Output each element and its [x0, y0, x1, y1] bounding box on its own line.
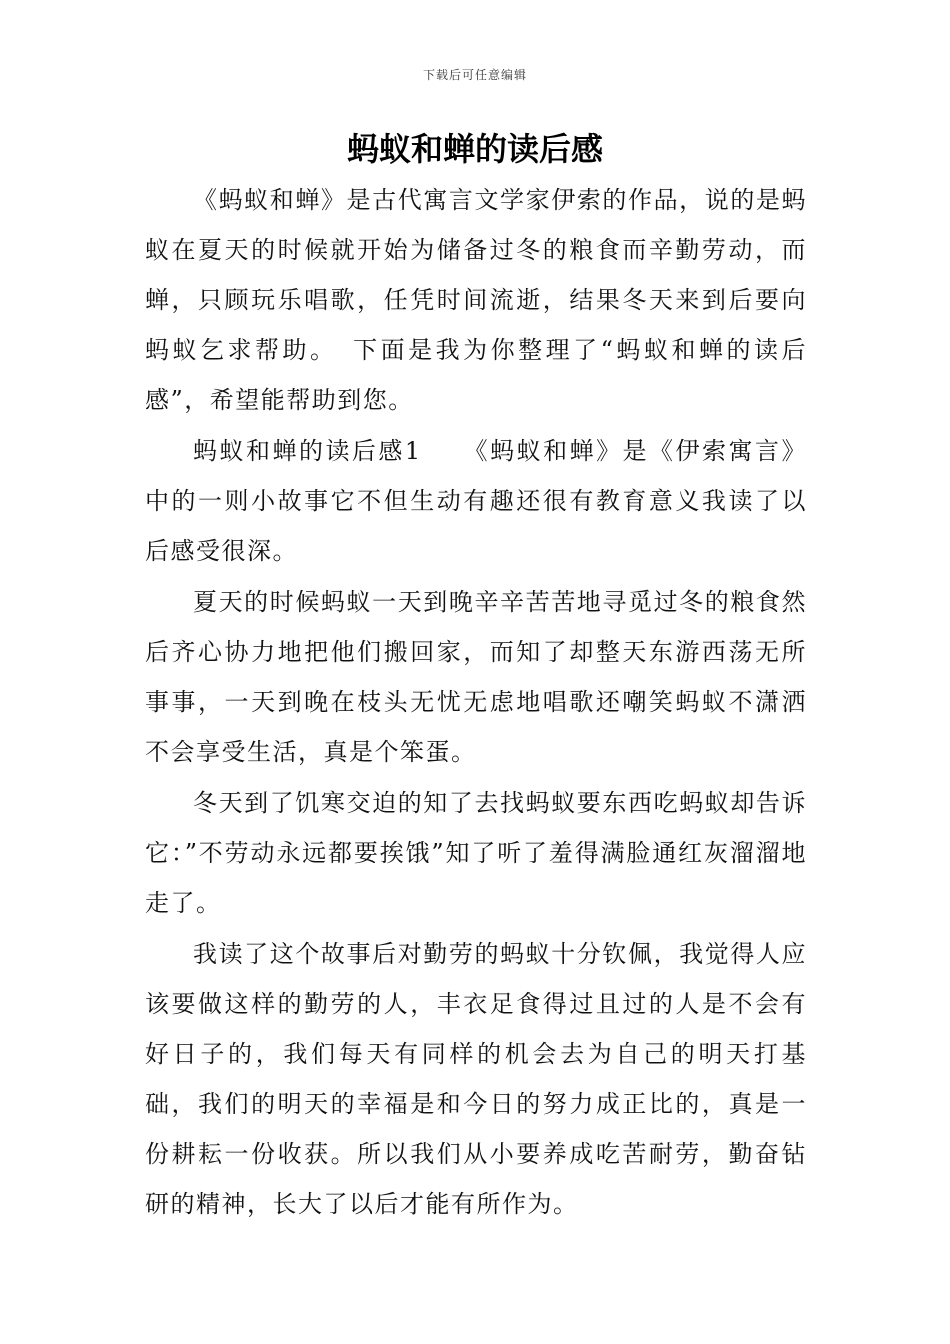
paragraph-1: 蚂蚁和蝉的读后感1 《蚂蚁和蝉》是《伊索寓言》中的一则小故事它不但生动有趣还很有教育意义我读了以后感受很深。: [145, 437, 807, 565]
header-note: 下载后可任意编辑: [422, 68, 527, 82]
document-body: [145, 175, 807, 1230]
paragraph-3: 冬天到了饥寒交迫的知了去找蚂蚁要东西吃蚂蚁却告诉它：”不劳动永远都要挨饿”知了听了羞得满脸通红灰溜溜地走了。: [145, 789, 807, 917]
paragraph-2: 夏天的时候蚂蚁一天到晚辛辛苦苦地寻觅过冬的粮食然后齐心协力地把他们搬回家，而知了却整天东游西荡无所事事，一天到晚在枝头无忧无虑地唱歌还嘲笑蚂蚁不潇洒不会享受生活，真是个笨蛋。: [145, 588, 807, 766]
paragraph-4: 我读了这个故事后对勤劳的蚂蚁十分钦佩，我觉得人应该要做这样的勤劳的人，丰衣足食得过且过的人是不会有好日子的，我们每天有同样的机会去为自己的明天打基础，我们的明天的幸福是和今日的努力成正比的，真是一份耕耘一份收获。所以我们从小要养成吃苦耐劳，勤奋钻研的精神，长大了以后才能有所作为。: [145, 940, 807, 1218]
paragraph-intro: 《蚂蚁和蝉》是古代寓言文学家伊索的作品，说的是蚂蚁在夏天的时候就开始为储备过冬的粮食而辛勤劳动，而蝉，只顾玩乐唱歌，任凭时间流逝，结果冬天来到后要向蚂蚁乞求帮助。 下面是我为你整理了“蚂蚁和蝉的读后感”，希望能帮助到您。: [145, 186, 807, 414]
document-title: 蚂蚁和蝉的读后感: [346, 130, 603, 168]
